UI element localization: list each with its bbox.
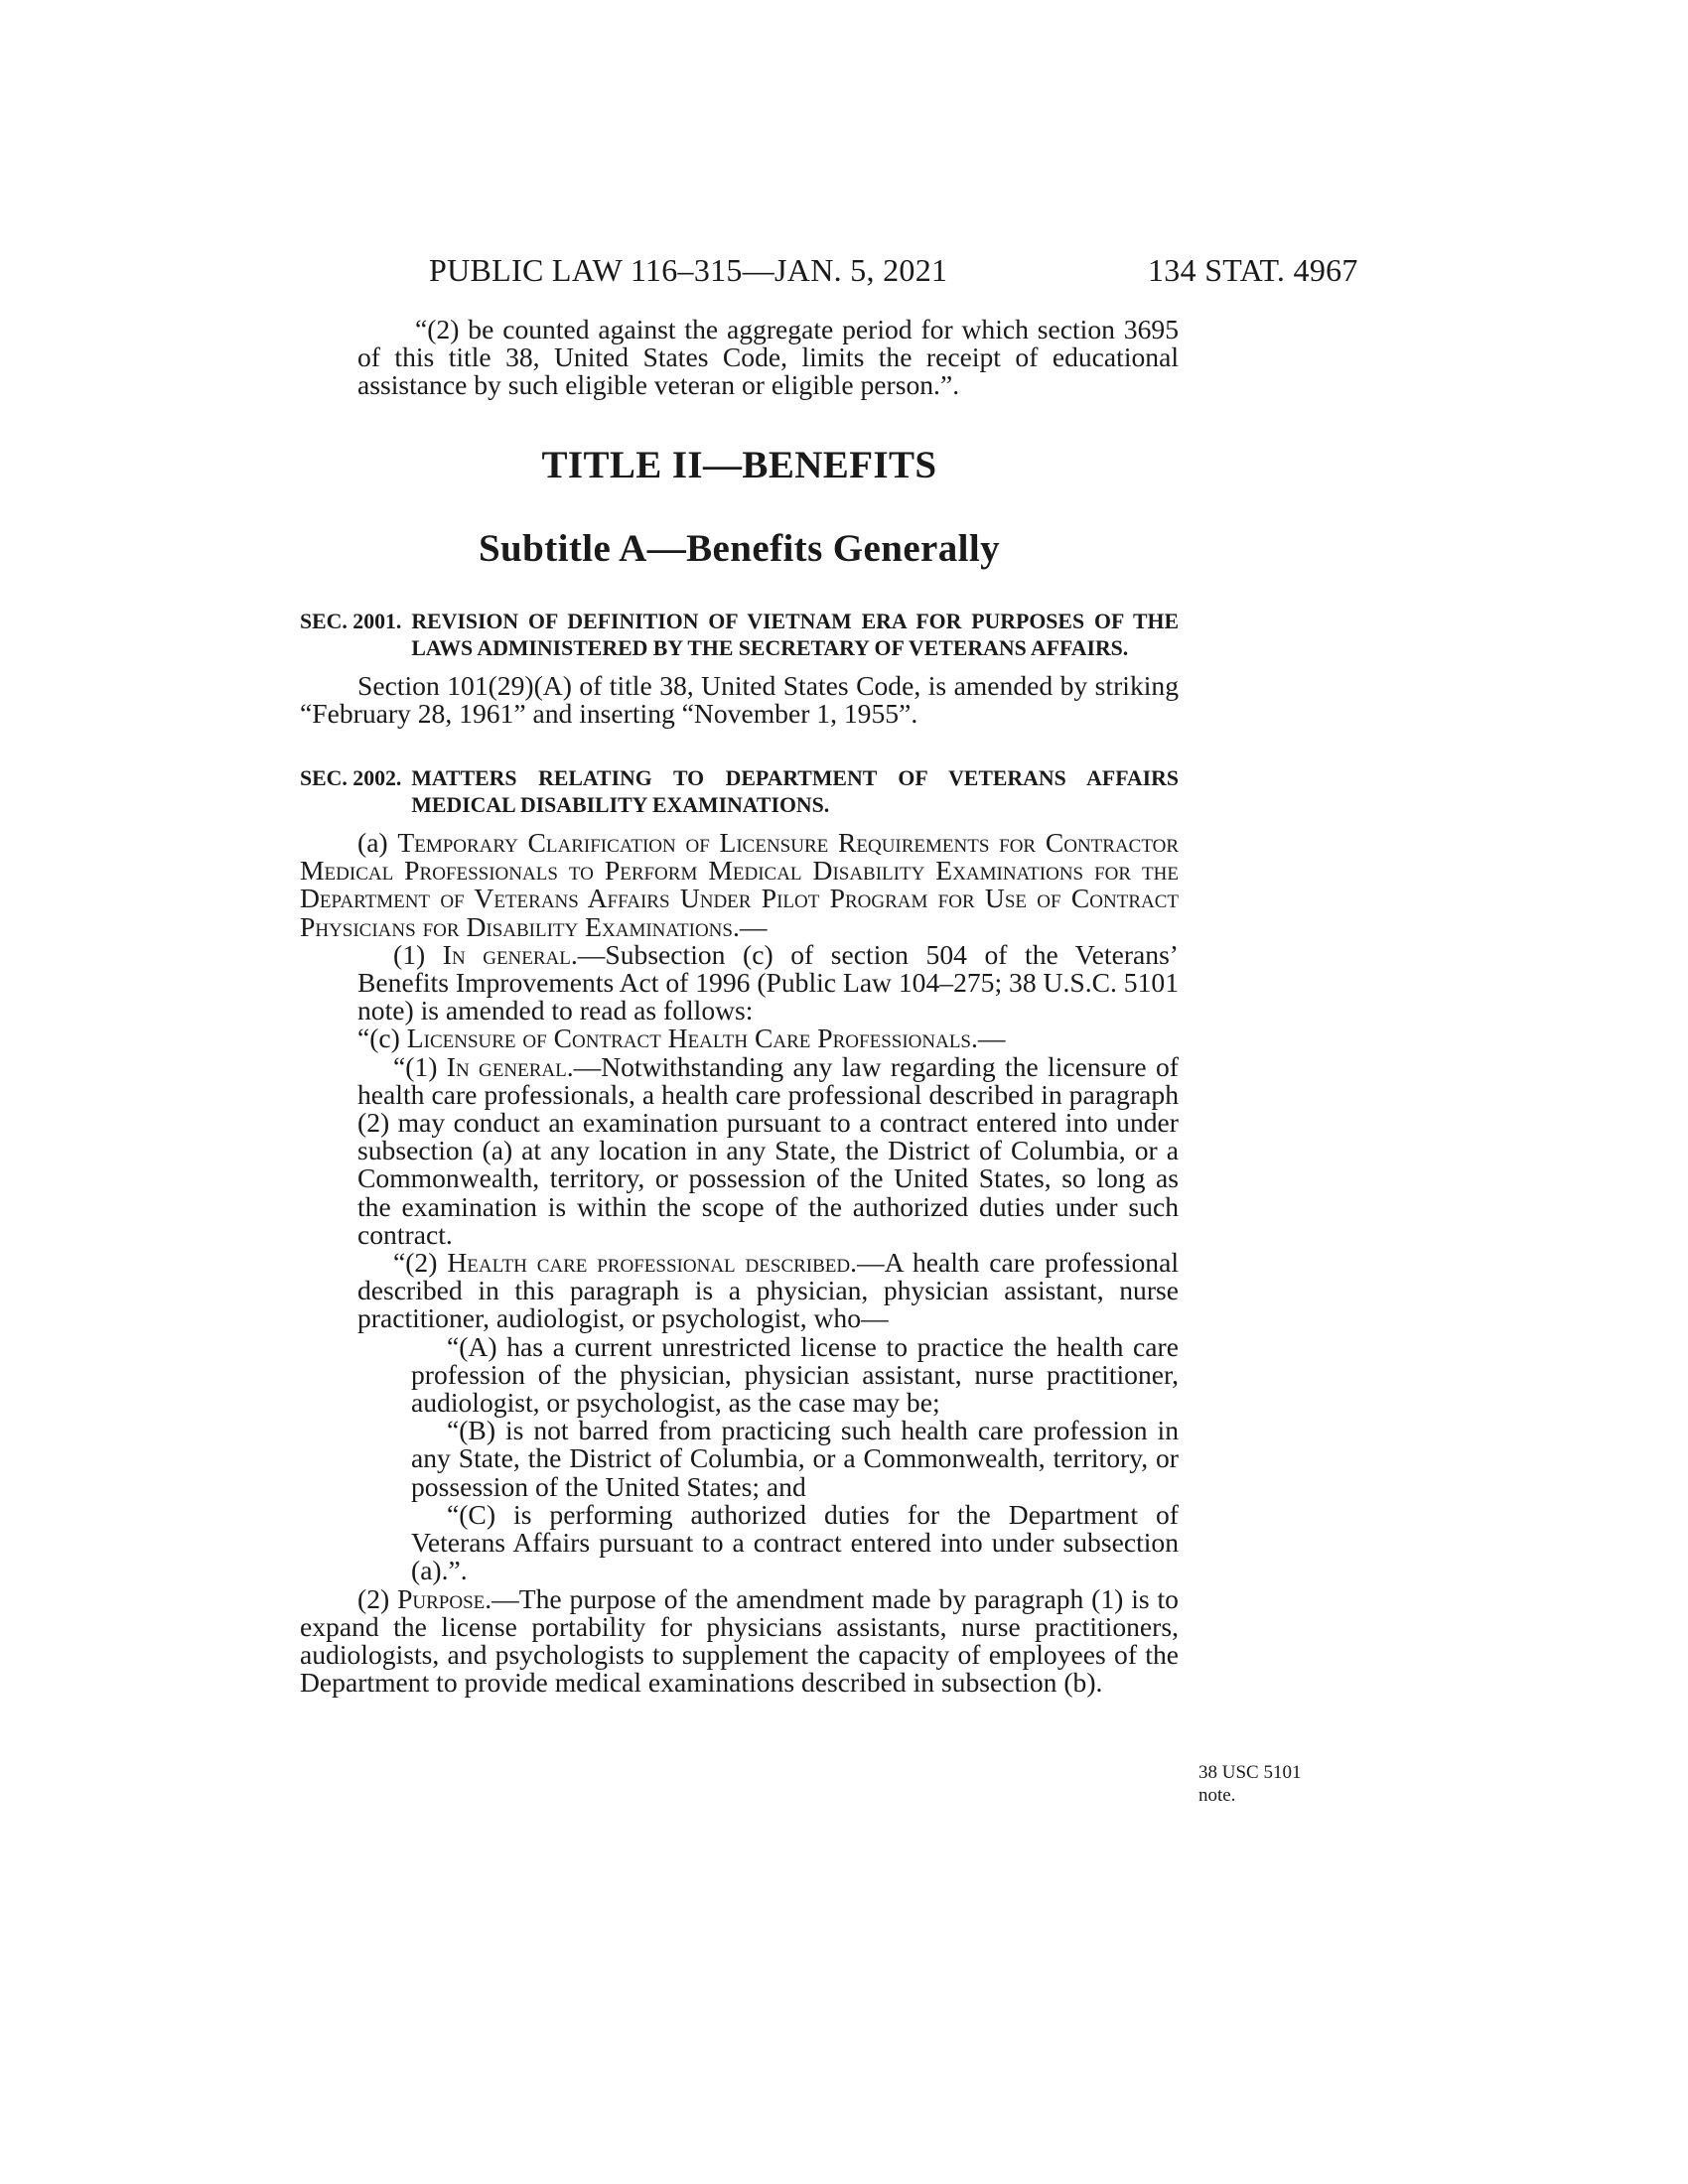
quoted-subparagraph-c: “(C) is performing authorized duties for the Department of Veterans Affairs pursuant to a contract entered into under subsection (a).”. <box>411 1498 1179 1586</box>
title-heading: TITLE II—BENEFITS <box>541 443 937 486</box>
paragraph-1-caption: In general <box>442 938 571 970</box>
quoted-paragraph-1-text: .—Notwithstanding any law regarding the licensure of health care professionals, a health care professional described in paragraph (2) may conduct an examination pursuant to a contract entered into under subsection (a) at any location in any State, the District of Columbia, or a Commonwealth, territory, or possession of the United States, so long as the examination is within the scope of the authorized duties under such contract. <box>357 1050 1179 1250</box>
subtitle-heading: Subtitle A—Benefits Generally <box>478 526 1001 570</box>
quoted-paragraph-1 <box>357 1050 1179 1250</box>
section-2001-number: SEC. 2001. <box>300 609 402 633</box>
quoted-paragraph-2-label: “(2) <box>393 1247 448 1279</box>
quoted-subsection-c <box>357 1024 1179 1052</box>
quoted-subsection-c-dash: .— <box>971 1023 1006 1054</box>
paragraph-2 <box>300 1582 1179 1699</box>
quoted-subsection-c-caption: Licensure of Contract Health Care Professionals <box>406 1023 971 1054</box>
quoted-paragraph-2-text: .—A health care professional described in this paragraph is a physician, physician assistant, nurse practitioner, audiologist, or psychologist, who— <box>357 1247 1179 1334</box>
quoted-paragraph-1-label: “(1) <box>393 1050 447 1082</box>
running-header-title: PUBLIC LAW 116–315—JAN. 5, 2021 <box>429 252 948 288</box>
subsection-a-dash: — <box>739 910 768 942</box>
paragraph-2-label: (2) <box>357 1582 398 1614</box>
quoted-subparagraph-b: “(B) is not barred from practicing such health care profession in any State, the District of Columbia, or a Commonwealth, territory, or possession of the United States; and <box>411 1415 1179 1502</box>
carryover-paragraph: “(2) be counted against the aggregate period for which section 3695 of this title 38, United States Code, limits the receipt of educational assistance by such eligible veteran or eligible person.”. <box>357 314 1179 401</box>
margin-note: 38 USC 5101 note. <box>1198 1762 1302 1806</box>
quoted-subsection-c-label: “(c) <box>357 1023 407 1054</box>
quoted-paragraph-2-caption: Health care professional described <box>447 1247 851 1279</box>
paragraph-2-caption: Purpose <box>397 1582 486 1614</box>
section-2002-heading <box>300 765 1179 819</box>
quoted-paragraph-1-caption: In general <box>446 1050 567 1082</box>
section-2001-title: REVISION OF DEFINITION OF VIETNAM ERA FOR PURPOSES OF THE LAWS ADMINISTERED BY THE SECRETARY OF VETERANS AFFAIRS. <box>411 609 1179 660</box>
subsection-a-caption: Temporary Clarification of Licensure Requirements for Contractor Medical Professionals to Perform Medical Disability Examinations for the Department of Veterans Affairs Under Pilot Program for Use of Contract Physicians for Disability Examinations. <box>300 827 1179 942</box>
paragraph-2-text: .—The purpose of the amendment made by paragraph (1) is to expand the license portability for physicians assistants, nurse practitioners, audiologists, and psychologists to supplement the capacity of employees of the Department to provide medical examinations described in subsection (b). <box>300 1582 1179 1699</box>
subsection-a <box>300 829 1179 941</box>
paragraph-1-text: .—Subsection (c) of section 504 of the Veterans’ Benefits Improvements Act of 1996 (Public Law 104–275; 38 U.S.C. 5101 note) is amended to read as follows: <box>357 938 1180 1026</box>
section-2002-title: MATTERS RELATING TO DEPARTMENT OF VETERANS AFFAIRS MEDICAL DISABILITY EXAMINATIONS. <box>411 766 1179 818</box>
quoted-paragraph-2 <box>357 1249 1179 1333</box>
section-2001-heading <box>300 609 1179 662</box>
section-2002-number: SEC. 2002. <box>300 766 402 791</box>
paragraph-1 <box>357 938 1180 1026</box>
paragraph-1-label: (1) <box>393 938 443 970</box>
text-column <box>300 316 1179 1697</box>
section-2001-text: Section 101(29)(A) of title 38, United States Code, is amended by striking “February 28, 1961” and inserting “November 1, 1955”. <box>300 669 1179 729</box>
subsection-a-label: (a) <box>357 827 398 859</box>
quoted-subparagraph-a: “(A) has a current unrestricted license to practice the health care profession of the physician, physician assistant, nurse practitioner, audiologist, or psychologist, as the case may be; <box>411 1330 1179 1419</box>
page-citation: 134 STAT. 4967 <box>1148 252 1358 288</box>
